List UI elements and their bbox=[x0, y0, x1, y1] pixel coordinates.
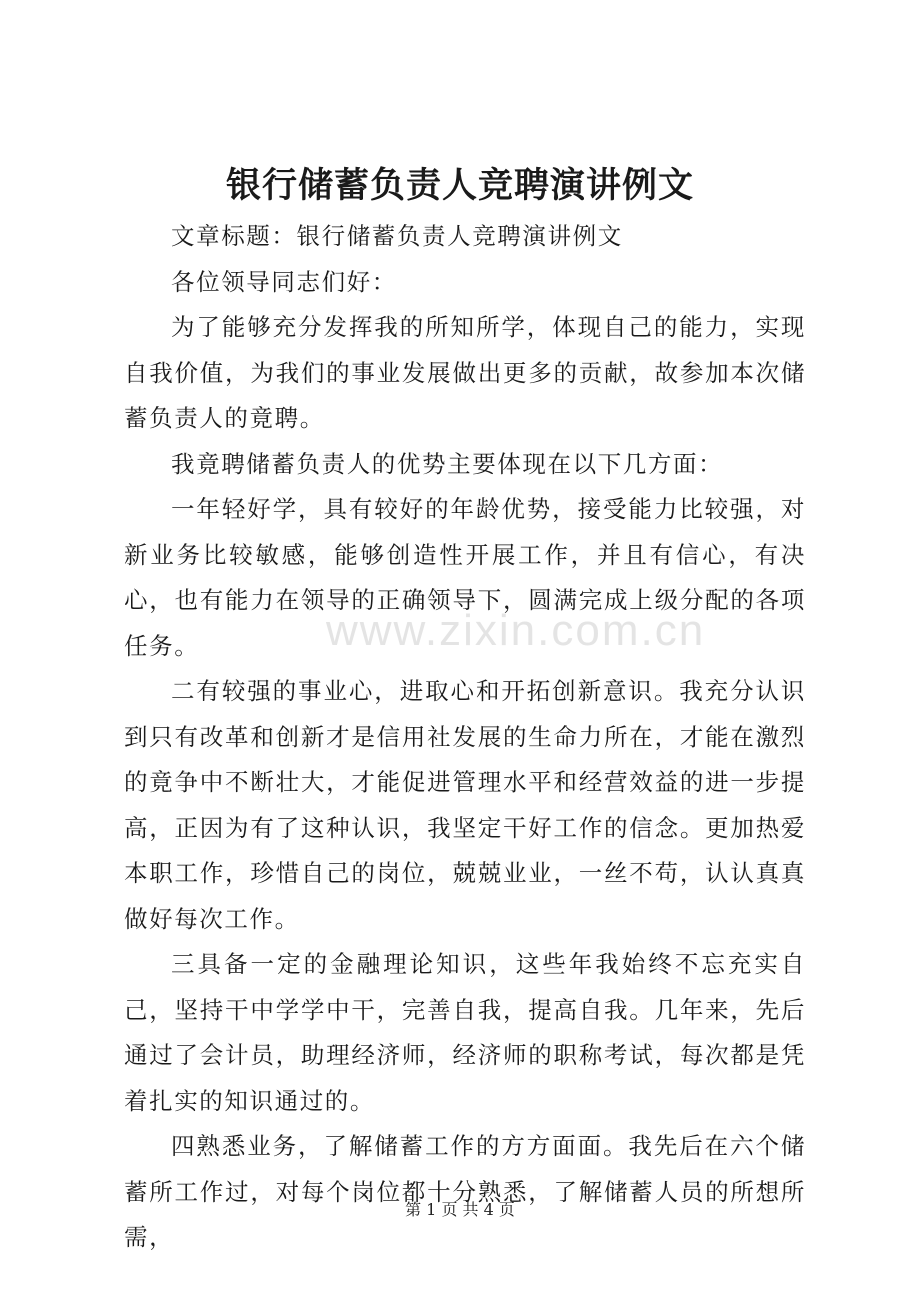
paragraph-point-two: 二有较强的事业心，进取心和开拓创新意识。我充分认识到只有改革和创新才是信用社发展的生命力所在，才能在激烈的竟争中不断壮大，才能促进管理水平和经营效益的进一步提高，正因为有了这种认识，我坚定干好工作的信念。更加热爱本职工作，珍惜自己的岗位，兢兢业业，一丝不苟，认认真真做好每次工作。 bbox=[124, 677, 806, 933]
site-watermark: www.zixin.com.cn bbox=[326, 606, 706, 655]
paragraph-intro: 为了能够充分发挥我的所知所学，体现自己的能力，实现自我价值，为我们的事业发展做出更多的贡献，故参加本次储蓄负责人的竟聘。 bbox=[124, 313, 806, 432]
document-body bbox=[124, 214, 806, 1261]
paragraph-point-three: 三具备一定的金融理论知识，这些年我始终不忘充实自己，坚持干中学学中干，完善自我，提高自我。几年来，先后通过了会计员，助理经济师，经济师的职称考试，每次都是凭着扎实的知识通过的。 bbox=[124, 950, 806, 1115]
paragraph-article-title: 文章标题：银行储蓄负责人竞聘演讲例文 bbox=[171, 222, 623, 250]
paragraph-greeting: 各位领导同志们好： bbox=[171, 267, 397, 296]
paragraph-point-four: 四熟悉业务，了解储蓄工作的方方面面。我先后在六个储蓄所工作过，对每个岗位都十分熟悉，了解储蓄人员的所想所需， bbox=[124, 1132, 806, 1251]
document-title: 银行储蓄负责人竞聘演讲例文 bbox=[225, 165, 694, 206]
paragraph-advantages-heading: 我竟聘储蓄负责人的优势主要体现在以下几方面： bbox=[171, 449, 724, 478]
page-number-footer: 第 1 页 共 4 页 bbox=[405, 1200, 515, 1219]
paragraph-point-one: 一年轻好学，具有较好的年龄优势，接受能力比较强，对新业务比较敏感，能够创造性开展工作，并且有信心，有决心，也有能力在领导的正确领导下，圆满完成上级分配的各项任务。 bbox=[124, 495, 806, 660]
